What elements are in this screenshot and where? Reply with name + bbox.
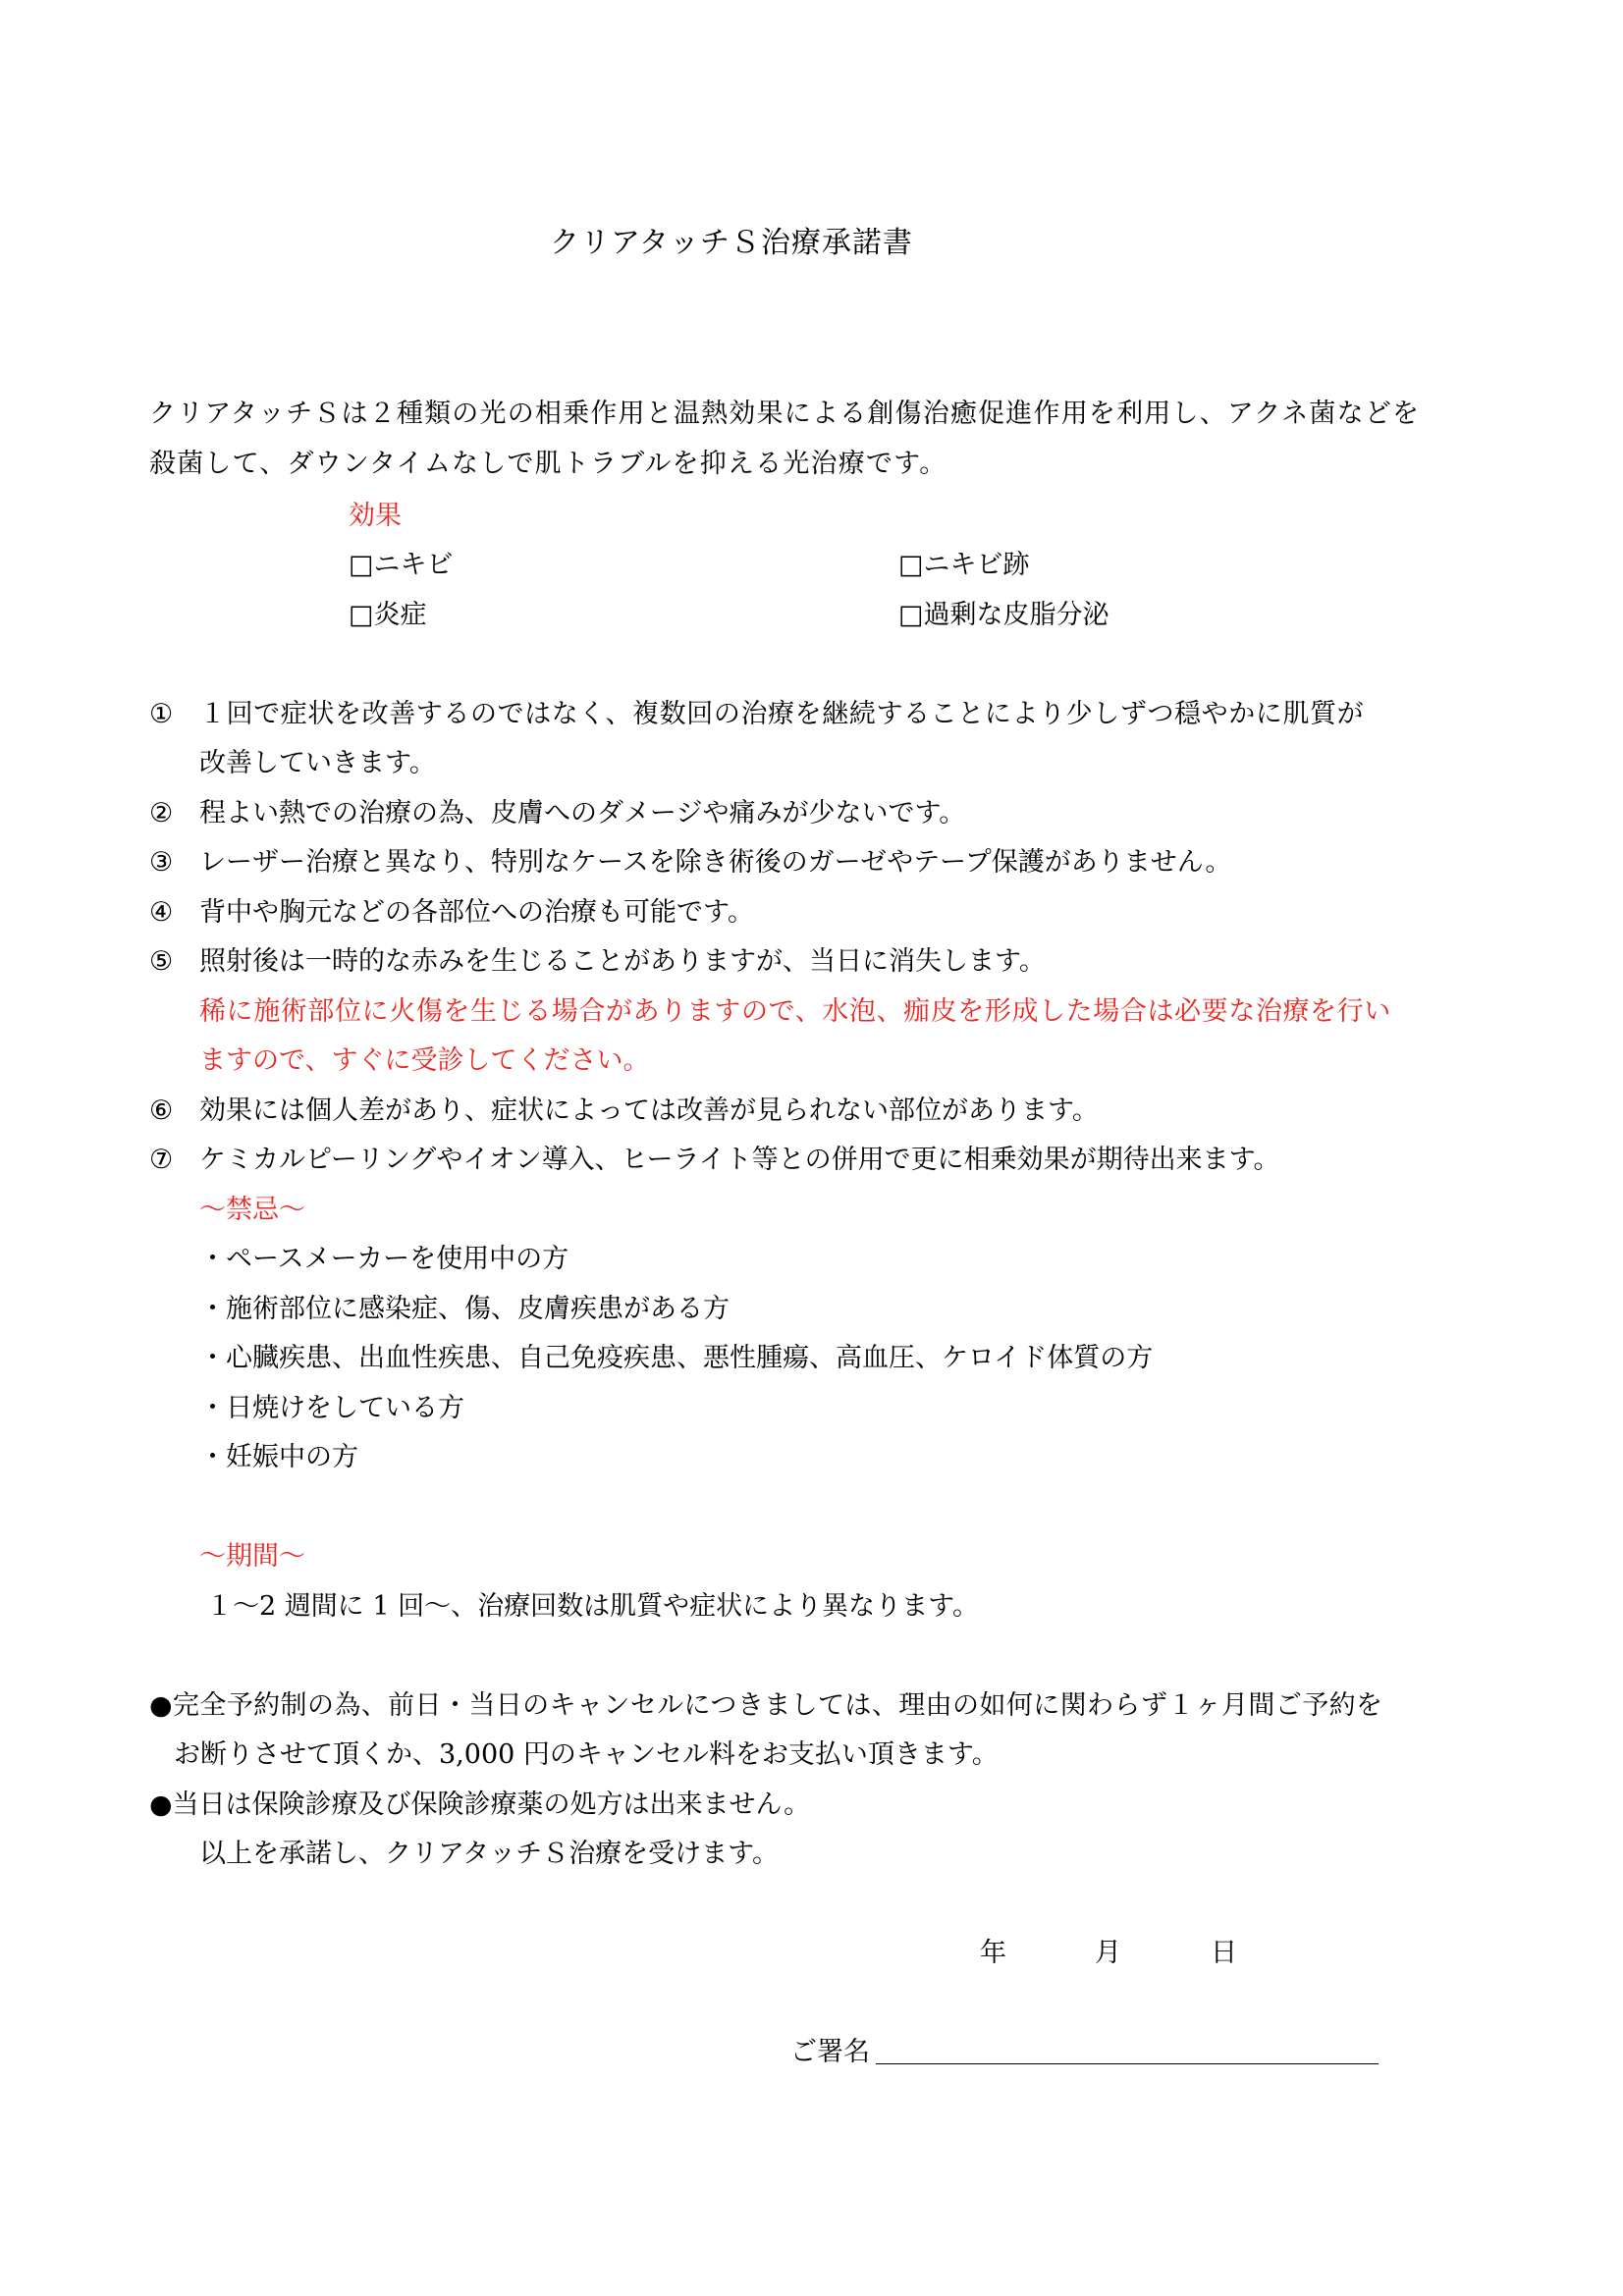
date-month-label: 月 — [1095, 1938, 1121, 1968]
warning-line-2: ますので、すぐに受診してください。 — [199, 1045, 650, 1076]
point-2-line-1: 程よい熱での治療の為、皮膚へのダメージや痛みが少ないです。 — [199, 798, 966, 828]
consent-statement: 以上を承諾し、クリアタッチＳ治療を受けます。 — [199, 1839, 779, 1869]
effect-item-acne: □ニキビ — [349, 550, 454, 580]
effect-item-sebum: □過剰な皮脂分泌 — [898, 600, 1109, 630]
point-4-line-1: 背中や胸元などの各部位への治療も可能です。 — [199, 897, 754, 928]
signature-line[interactable] — [876, 2063, 1379, 2064]
intro-line-1: クリアタッチＳは２種類の光の相乗作用と温熱効果による創傷治癒促進作用を利用し、アクネ菌などを — [149, 399, 1421, 429]
contraindication-item-4: ・日焼けをしている方 — [199, 1393, 464, 1423]
contraindication-item-5: ・妊娠中の方 — [199, 1442, 358, 1472]
point-3-line-1: レーザー治療と異なり、特別なケースを除き術後のガーゼやテープ保護がありません。 — [199, 847, 1232, 878]
contraindication-item-2: ・施術部位に感染症、傷、皮膚疾患がある方 — [199, 1294, 730, 1324]
point-number-3: ③ — [149, 847, 174, 878]
effect-item-acne-scar: □ニキビ跡 — [898, 550, 1030, 580]
intro-line-2: 殺菌して、ダウンタイムなしで肌トラブルを抑える光治療です。 — [149, 449, 947, 479]
effect-item-inflammation: □炎症 — [349, 600, 427, 630]
document-title: クリアタッチＳ治療承諾書 — [550, 226, 913, 260]
point-number-1: ① — [149, 699, 174, 729]
contraindications-heading: ～禁忌～ — [199, 1195, 305, 1225]
period-heading: ～期間～ — [199, 1541, 305, 1572]
signature-label: ご署名 — [790, 2037, 870, 2067]
period-text: １～2 週間に 1 回～、治療回数は肌質や症状により異なります。 — [206, 1591, 979, 1622]
point-number-6: ⑥ — [149, 1095, 174, 1126]
point-number-2: ② — [149, 798, 174, 828]
point-number-7: ⑦ — [149, 1145, 174, 1175]
date-day-label: 日 — [1211, 1938, 1237, 1968]
point-1-line-1: １回で症状を改善するのではなく、複数回の治療を継続することにより少しずつ穏やかに肌質が — [199, 699, 1365, 729]
point-number-5: ⑤ — [149, 946, 174, 977]
point-number-4: ④ — [149, 897, 174, 928]
point-1-line-2: 改善していきます。 — [199, 748, 436, 778]
contraindication-item-3: ・心臓疾患、出血性疾患、自己免疫疾患、悪性腫瘍、高血圧、ケロイド体質の方 — [199, 1343, 1154, 1373]
effects-heading: 効果 — [349, 501, 402, 531]
note-insurance: ●当日は保険診療及び保険診療薬の処方は出来ません。 — [149, 1789, 811, 1820]
warning-line-1: 稀に施術部位に火傷を生じる場合がありますので、水泡、痂皮を形成した場合は必要な治療を行い — [199, 996, 1391, 1027]
point-5-line-1: 照射後は一時的な赤みを生じることがありますが、当日に消失します。 — [199, 946, 1046, 977]
point-7-line-1: ケミカルピーリングやイオン導入、ヒーライト等との併用で更に相乗効果が期待出来ます。 — [199, 1145, 1280, 1175]
date-year-label: 年 — [980, 1938, 1006, 1968]
contraindication-item-1: ・ペースメーカーを使用中の方 — [199, 1244, 569, 1274]
note-cancellation-line-1: ●完全予約制の為、前日・当日のキャンセルにつきましては、理由の如何に関わらず１ヶ月間ご予約を — [149, 1690, 1383, 1721]
point-6-line-1: 効果には個人差があり、症状によっては改善が見られない部位があります。 — [199, 1095, 1099, 1126]
note-cancellation-line-2: お断りさせて頂くか、3,000 円のキャンセル料をお支払い頂きます。 — [174, 1739, 999, 1770]
